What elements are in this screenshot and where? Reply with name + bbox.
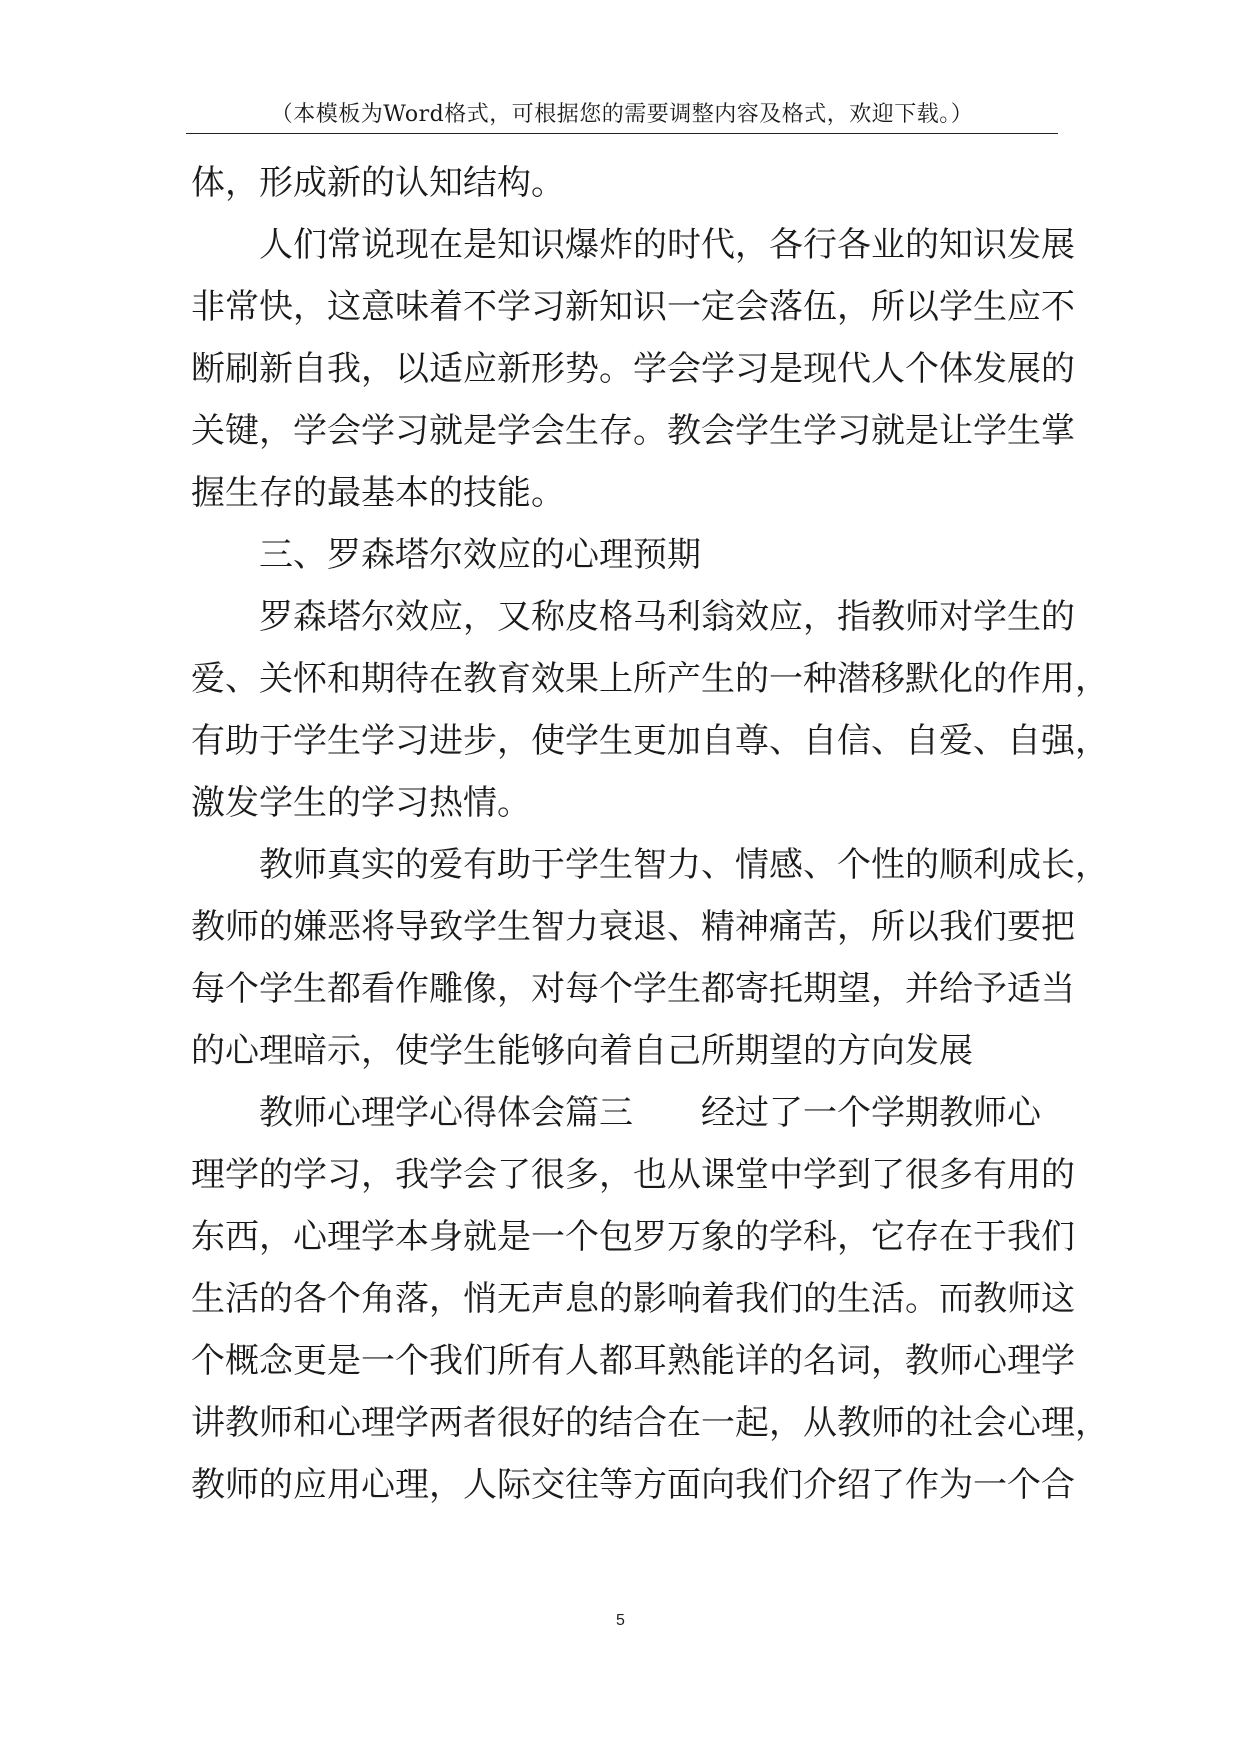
- document-body: [191, 152, 1109, 1516]
- text-line: 罗森塔尔效应，又称皮格马利翁效应，指教师对学生的: [259, 597, 1075, 637]
- section-heading: 三、罗森塔尔效应的心理预期: [259, 535, 701, 575]
- header-divider: [186, 133, 1058, 134]
- text-line: 生活的各个角落，悄无声息的影响着我们的生活。而教师这: [191, 1279, 1075, 1319]
- text-line: 体，形成新的认知结构。: [191, 163, 565, 203]
- chapter-line: [191, 1082, 1051, 1144]
- text-line: 东西，心理学本身就是一个包罗万象的学科，它存在于我们: [191, 1217, 1075, 1257]
- text-line: 爱、关怀和期待在教育效果上所产生的一种潜移默化的作用，: [191, 659, 1109, 699]
- page-number: 5: [616, 1612, 625, 1629]
- text-line: 的心理暗示，使学生能够向着自己所期望的方向发展: [191, 1031, 973, 1071]
- text-line: 教师的嫌恶将导致学生智力衰退、精神痛苦，所以我们要把: [191, 907, 1075, 947]
- text-line: 激发学生的学习热情。: [191, 783, 531, 823]
- text-line: 个概念更是一个我们所有人都耳熟能详的名词，教师心理学: [191, 1341, 1075, 1381]
- text-line: 每个学生都看作雕像，对每个学生都寄托期望，并给予适当: [191, 969, 1075, 1009]
- text-line: 握生存的最基本的技能。: [191, 473, 565, 513]
- text-line: 非常快，这意味着不学习新知识一定会落伍，所以学生应不: [191, 287, 1075, 327]
- chapter-title: 教师心理学心得体会篇三: [259, 1093, 633, 1133]
- text-line: 关键，学会学习就是学会生存。教会学生学习就是让学生掌: [191, 411, 1075, 451]
- text-line: 教师的应用心理，人际交往等方面向我们介绍了作为一个合: [191, 1465, 1075, 1505]
- text-line: 有助于学生学习进步，使学生更加自尊、自信、自爱、自强，: [191, 721, 1109, 761]
- text-line: 断刷新自我，以适应新形势。学会学习是现代人个体发展的: [191, 349, 1075, 389]
- chapter-text: 经过了一个学期教师心: [701, 1093, 1041, 1133]
- text-line: 理学的学习，我学会了很多，也从课堂中学到了很多有用的: [191, 1155, 1075, 1195]
- document-header: （本模板为Word格式，可根据您的需要调整内容及格式，欢迎下载。）: [270, 102, 974, 127]
- text-line: 讲教师和心理学两者很好的结合在一起，从教师的社会心理，: [191, 1403, 1109, 1443]
- text-line: 教师真实的爱有助于学生智力、情感、个性的顺利成长，: [259, 845, 1109, 885]
- text-line: 人们常说现在是知识爆炸的时代，各行各业的知识发展: [259, 225, 1075, 265]
